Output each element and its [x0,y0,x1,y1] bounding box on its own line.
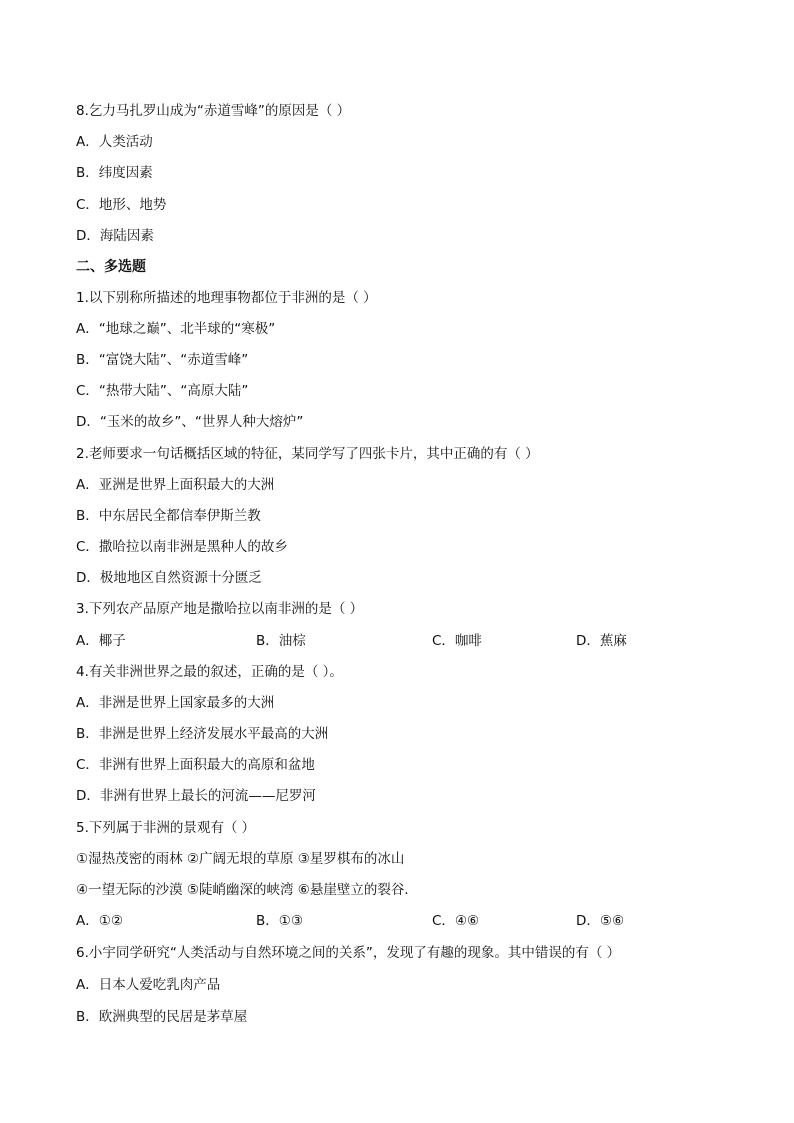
question-5-option-c: C．④⑥ [432,913,480,929]
question-3-stem: 3.下列农产品原产地是撒哈拉以南非洲的是（ ） [76,601,364,617]
question-6-option-b: B．欧洲典型的民居是茅草屋 [76,1009,248,1025]
question-3-option-d: D．蕉麻 [576,633,627,649]
question-1-stem: 1.以下别称所描述的地理事物都位于非洲的是（ ） [76,290,377,306]
question-8-option-d: D．海陆因素 [76,228,154,244]
question-8-option-c: C．地形、地势 [76,197,167,213]
question-8-option-b: B．纬度因素 [76,165,153,181]
question-4-option-b: B．非洲是世界上经济发展水平最高的大洲 [76,726,329,742]
question-2-option-a: A．亚洲是世界上面积最大的大洲 [76,477,275,493]
question-1-option-a: A．“地球之巅”、北半球的“寒极” [76,321,276,337]
question-4-stem: 4.有关非洲世界之最的叙述，正确的是（ ）。 [76,664,343,680]
question-6-option-a: A．日本人爱吃乳肉产品 [76,977,221,993]
question-2-option-d: D．极地地区自然资源十分匮乏 [76,570,262,586]
question-6-stem: 6.小宇同学研究“人类活动与自然环境之间的关系”，发现了有趣的现象。其中错误的有（ ） [76,945,621,961]
section-title: 二、多选题 [76,259,146,275]
question-5-option-a: A．①② [76,913,123,929]
question-2-option-c: C．撒哈拉以南非洲是黑种人的故乡 [76,539,288,555]
question-4-option-c: C．非洲有世界上面积最大的高原和盆地 [76,757,315,773]
question-5-option-d: D．⑤⑥ [576,913,625,929]
question-1-option-b: B．“富饶大陆”、“赤道雪峰” [76,352,249,368]
question-4-option-a: A．非洲是世界上国家最多的大洲 [76,695,275,711]
question-3-option-a: A．椰子 [76,633,126,649]
question-5-option-b: B．①③ [256,913,303,929]
question-5-stem: 5.下列属于非洲的景观有（ ） [76,820,256,836]
question-5-landscapes-line-2: ④一望无际的沙漠 ⑤陡峭幽深的峡湾 ⑥悬崖壁立的裂谷． [76,882,418,898]
question-2-stem: 2.老师要求一句话概括区域的特征，某同学写了四张卡片，其中正确的有（ ） [76,446,539,462]
question-3-option-c: C．咖啡 [432,633,482,649]
question-1-option-c: C．“热带大陆”、“高原大陆” [76,383,249,399]
question-5-landscapes-line-1: ①湿热茂密的雨林 ②广阔无垠的草原 ③星罗棋布的冰山 [76,851,405,867]
question-4-option-d: D．非洲有世界上最长的河流——尼罗河 [76,788,316,804]
question-3-option-b: B．油棕 [256,633,306,649]
question-8-stem: 8.乞力马扎罗山成为“赤道雪峰”的原因是（ ） [76,103,351,119]
question-2-option-b: B．中东居民全都信奉伊斯兰教 [76,508,261,524]
question-1-option-d: D．“玉米的故乡”、“世界人种大熔炉” [76,414,304,430]
question-8-option-a: A．人类活动 [76,134,153,150]
